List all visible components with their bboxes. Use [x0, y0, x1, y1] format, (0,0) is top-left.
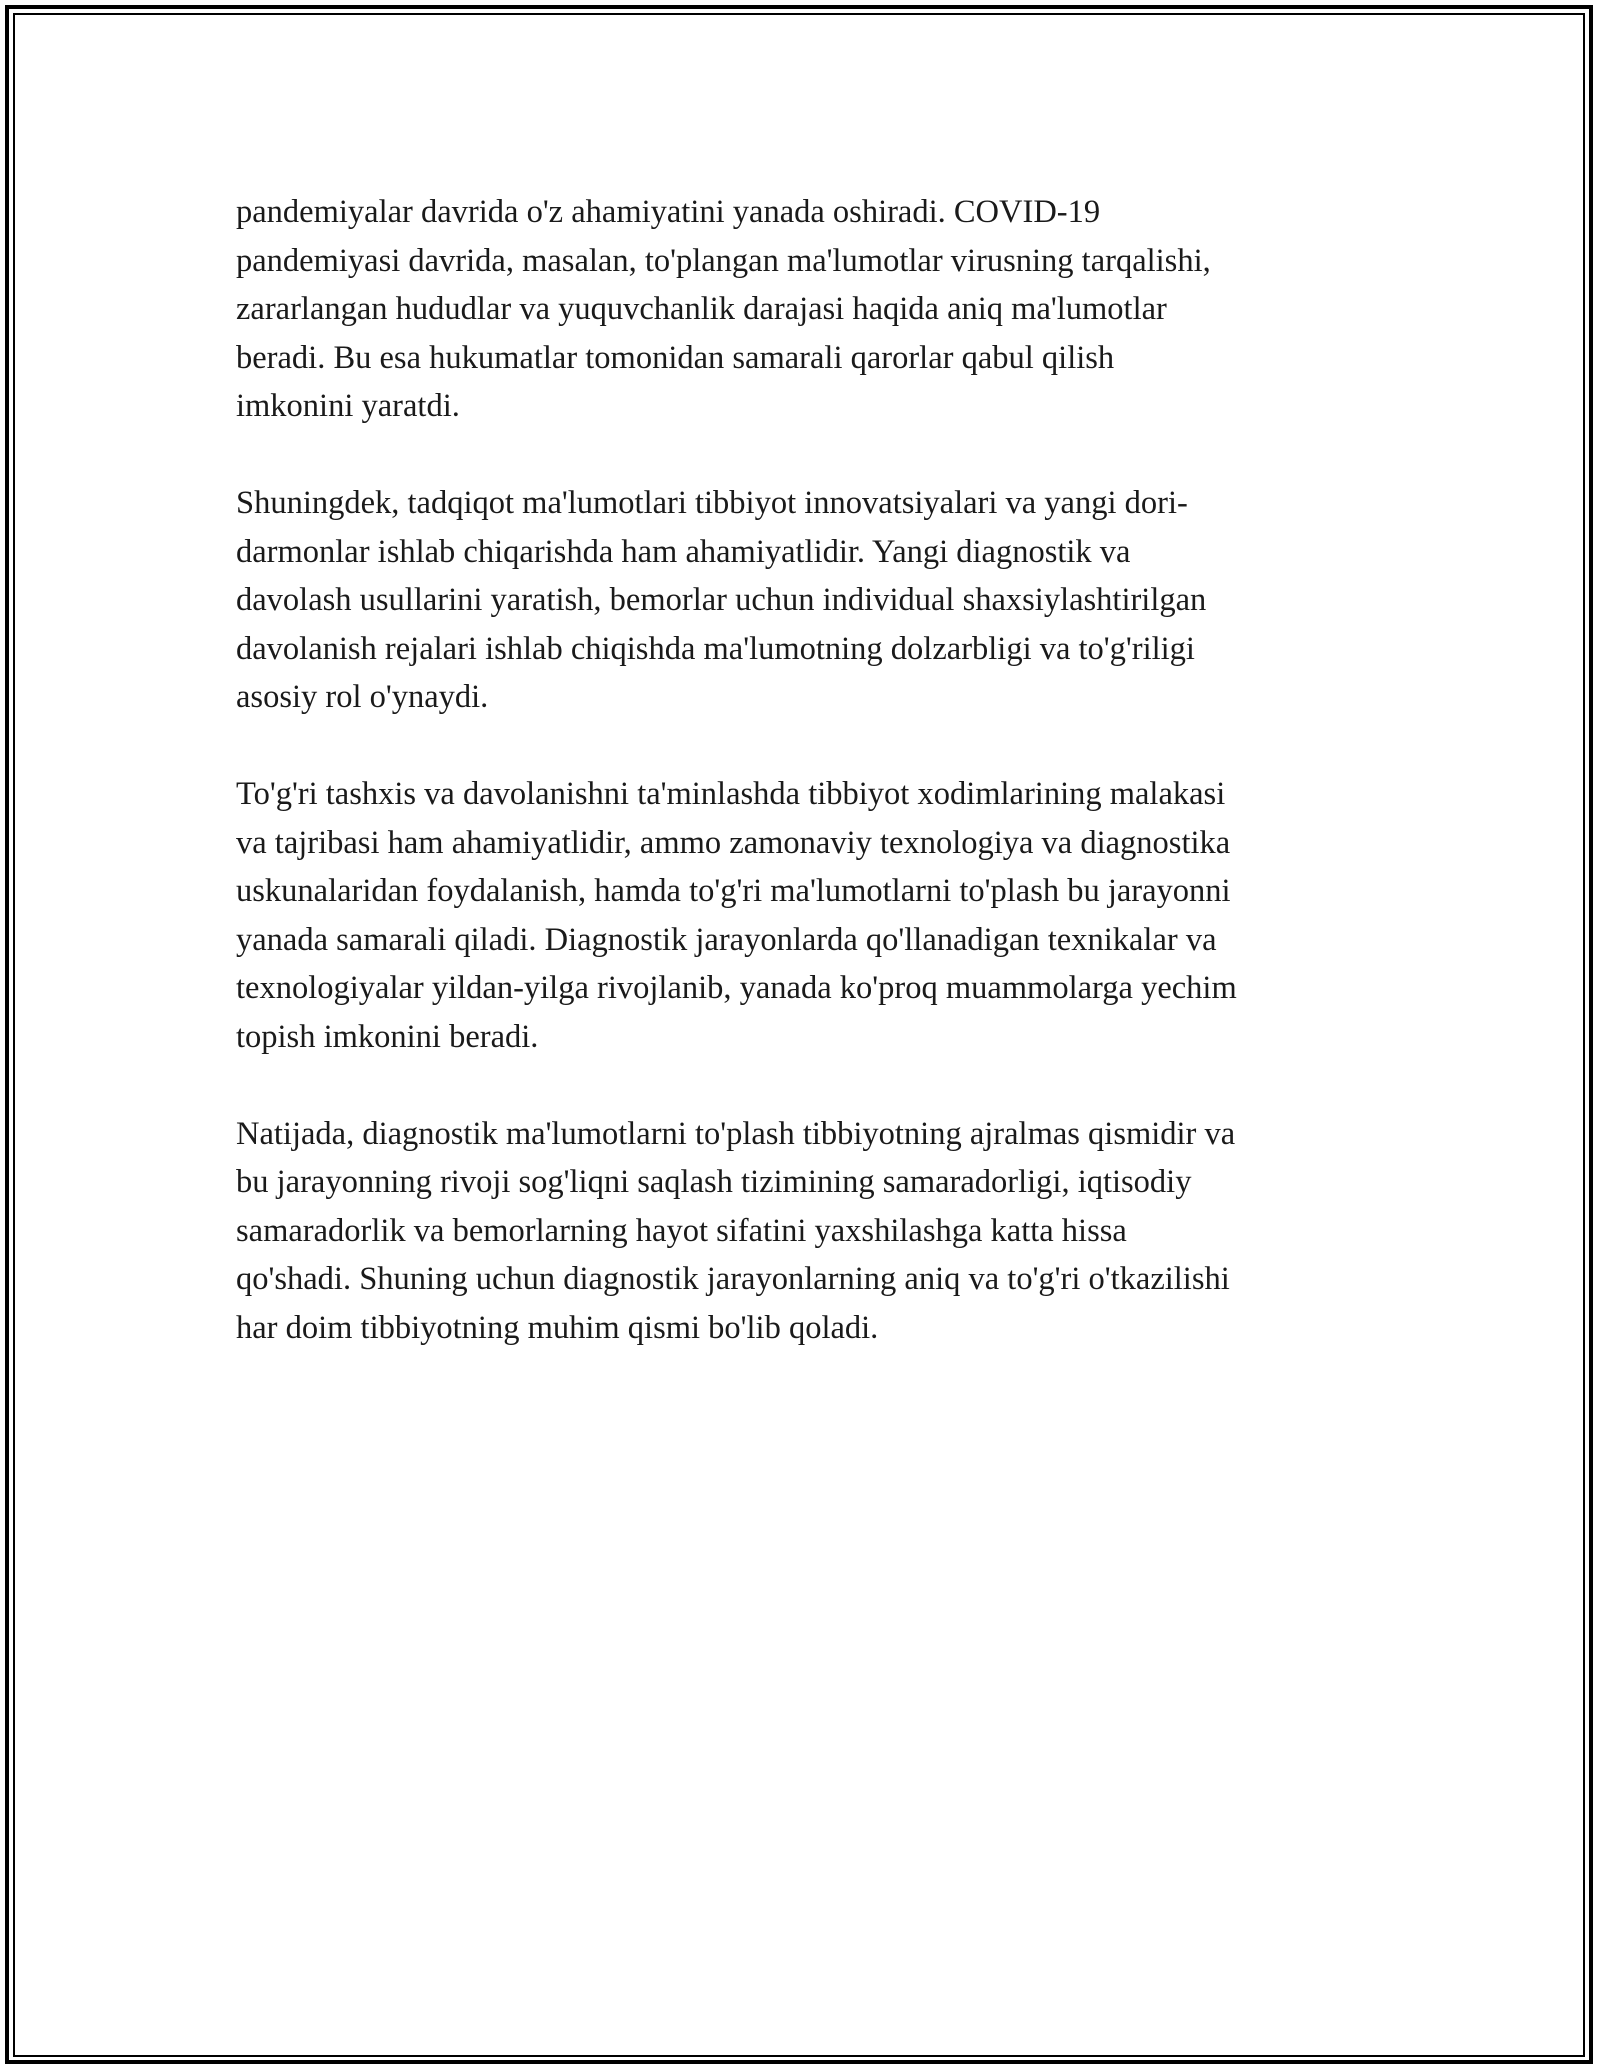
- paragraph-2: Shuningdek, tadqiqot ma'lumotlari tibbiyot innovatsiyalari va yangi dori- darmonlar ishlab chiqarishda ham ahamiyatlidir. Yangi diagnostik va davolash usullarini yaratish, bemorlar uchun individual shaxsiylashtirilgan davolanish rejalari ishlab chiqishda ma'lumotning dolzarbligi va to'g'riligi asosiy rol o'ynaydi.: [236, 485, 1207, 715]
- paragraph-1: pandemiyalar davrida o'z ahamiyatini yanada oshiradi. COVID-19 pandemiyasi davrida, masalan, to'plangan ma'lumotlar virusning tarqalishi, zararlangan hududlar va yuquvchanlik darajasi haqida aniq ma'lumotlar beradi. Bu esa hukumatlar tomonidan samarali qarorlar qabul qilish imkonini yaratdi.: [236, 194, 1211, 424]
- paragraph-4: Natijada, diagnostik ma'lumotlarni to'plash tibbiyotning ajralmas qismidir va bu jarayonning rivoji sog'liqni saqlash tizimining samaradorligi, iqtisodiy samaradorlik va bemorlarning hayot sifatini yaxshilashga katta hissa qo'shadi. Shuning uchun diagnostik jarayonlarning aniq va to'g'ri o'tkazilishi har doim tibbiyotning muhim qismi bo'lib qoladi.: [236, 1115, 1236, 1346]
- page-content: [236, 188, 1384, 1352]
- paragraph-3: To'g'ri tashxis va davolanishni ta'minlashda tibbiyot xodimlarining malakasi va tajribasi ham ahamiyatlidir, ammo zamonaviy texnologiya va diagnostika uskunalaridan foydalanish, hamda to'g'ri ma'lumotlarni to'plash bu jarayonni yanada samarali qiladi. Diagnostik jarayonlarda qo'llanadigan texnikalar va texnologiyalar yildan-yilga rivojlanib, yanada ko'proq muammolarga yechim topish imkonini beradi.: [236, 776, 1237, 1055]
